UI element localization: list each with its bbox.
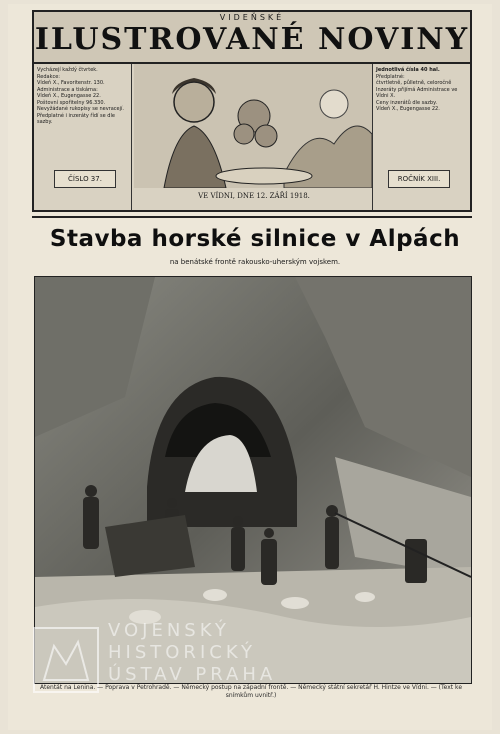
photo-caption: Atentát na Lenina. — Poprava v Petrohradě. — Německý postup na západní frontě. — Německý státní sekretář H. Hintze ve Vídni. — (Text ke snímkům uvnitř.) — [39, 684, 463, 699]
issue-number: ČÍSLO 37. — [54, 170, 116, 188]
article-subhead: na benátské frontě rakousko-uherským vojskem. — [169, 258, 341, 266]
watermark-line: VOJENSKÝ — [108, 620, 230, 641]
right-line: Vídeň X., Eugengasse 22. — [376, 106, 440, 112]
left-line: Nevyžádané rukopisy se nevracejí. — [37, 106, 124, 112]
right-line: Předplatné: — [376, 73, 405, 80]
right-line: čtvrtletně, půlletně, celoročně — [376, 80, 452, 86]
volume-number: ROČNÍK XIII. — [388, 170, 450, 188]
masthead-small-title: VIDEŇSKÉ — [219, 13, 285, 22]
left-line: Poštovní spořitelny 96.330. — [37, 99, 106, 106]
right-line: Jednotlivá čísla 40 hal. — [376, 67, 440, 73]
masthead-title-band — [34, 12, 470, 64]
left-line: Administrace a tiskárna: — [37, 86, 98, 93]
divider-rule — [32, 216, 472, 218]
left-line: Vídeň X., Favoritenstr. 130. — [37, 80, 105, 86]
masthead-title: ILUSTROVANÉ NOVINY — [34, 22, 470, 57]
watermark-line: HISTORICKÝ — [108, 642, 256, 663]
article-headline: Stavba horské silnice v Alpách — [49, 226, 461, 252]
left-line: Předplatné i inzeráty řídí se dle sazby. — [37, 112, 115, 125]
left-line: Vídeň X., Eugengasse 22. — [37, 93, 101, 99]
masthead — [32, 10, 472, 212]
right-line: Ceny inzerátů dle sazby. — [376, 99, 437, 106]
left-line: Vycházejí každý čtvrtek. — [37, 67, 98, 73]
archive-watermark — [108, 620, 368, 686]
masthead-illustration-art — [134, 64, 372, 188]
right-line: Inzeráty přijímá Administrace ve Vídni X. — [376, 86, 458, 99]
masthead-left-column — [34, 64, 132, 210]
masthead-right-column — [372, 64, 470, 210]
masthead-illustration — [134, 64, 372, 188]
left-line: Redakce: — [37, 73, 60, 80]
issue-date: VE VÍDNI, DNE 12. ZÁŘÍ 1918. — [198, 192, 310, 200]
watermark-line: ÚSTAV PRAHA — [108, 664, 277, 685]
